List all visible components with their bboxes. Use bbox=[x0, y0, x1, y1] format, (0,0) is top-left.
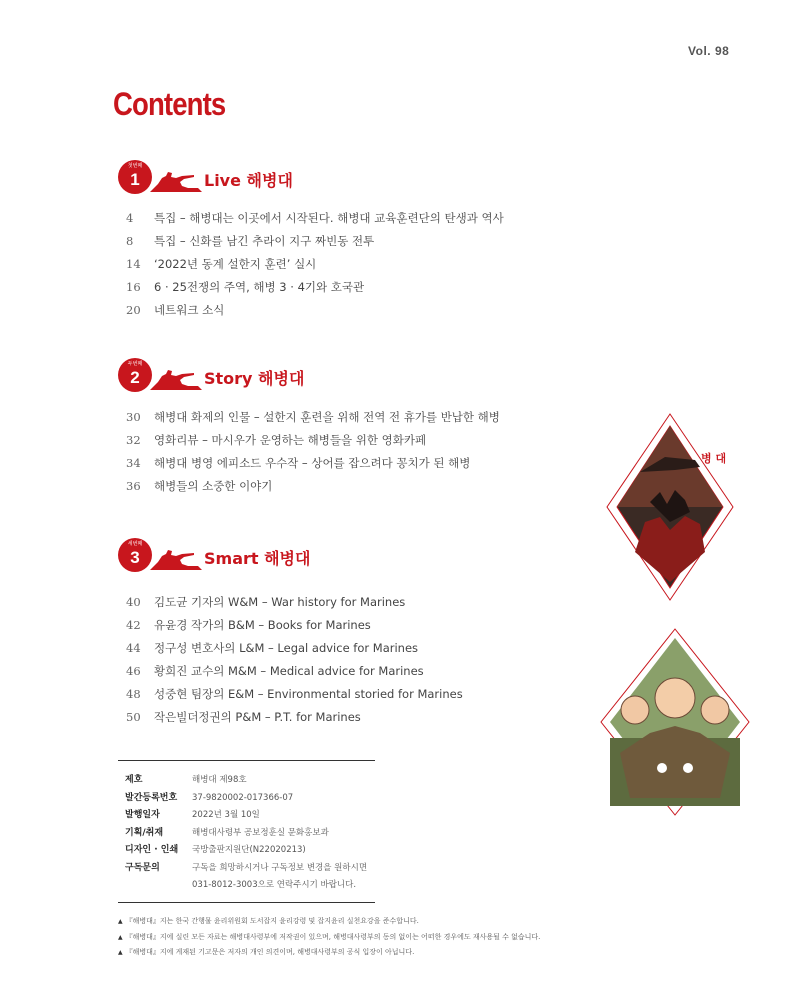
toc-item[interactable] bbox=[126, 683, 463, 706]
badge-number: 3 bbox=[130, 548, 140, 567]
credit-value: 37-9820002-017366-07 bbox=[192, 792, 294, 803]
legal-note bbox=[118, 914, 540, 930]
page-number: 4 bbox=[126, 211, 134, 225]
badge-ordinal: 두번째 bbox=[127, 361, 143, 367]
page-title: Contents bbox=[113, 86, 226, 122]
toc-item[interactable] bbox=[126, 637, 463, 660]
credit-label bbox=[125, 877, 192, 895]
toc-item[interactable] bbox=[126, 207, 504, 230]
toc-text: 해병대 화제의 인물 – 설한지 훈련을 위해 전역 전 휴가를 반납한 해병 bbox=[154, 410, 500, 424]
page-number: 48 bbox=[126, 687, 141, 701]
credit-value: 해병대사령부 공보정훈실 문화홍보과 bbox=[192, 827, 329, 838]
toc-item[interactable] bbox=[126, 614, 463, 637]
badge-ordinal: 세번째 bbox=[127, 541, 143, 547]
credit-row bbox=[125, 842, 367, 860]
toc-text: 김도균 기자의 W&M – War history for Marines bbox=[154, 595, 406, 609]
toc-item[interactable] bbox=[126, 452, 500, 475]
toc-text: 영화리뷰 – 마시우가 운영하는 해병들을 위한 영화카페 bbox=[154, 433, 427, 447]
credit-value: 국방출판지원단(N22020213) bbox=[192, 845, 306, 855]
credit-row bbox=[125, 860, 367, 878]
page-number: 8 bbox=[126, 234, 134, 248]
toc-text: 해병대 병영 에피소드 우수작 – 상어를 잡으려다 꽁치가 된 해병 bbox=[154, 456, 471, 470]
volume-number: Vol. 98 bbox=[688, 44, 730, 58]
page-number: 20 bbox=[126, 303, 141, 317]
credit-label: 기획/취재 bbox=[125, 827, 164, 838]
credit-label: 디자인 · 인쇄 bbox=[125, 845, 179, 855]
badge-ordinal: 첫번째 bbox=[127, 163, 143, 169]
marine-silhouette-icon bbox=[148, 368, 204, 392]
toc-item[interactable] bbox=[126, 591, 463, 614]
toc-item[interactable] bbox=[126, 706, 463, 729]
credit-label: 발간등록번호 bbox=[125, 792, 178, 803]
toc-text: 유윤경 작가의 B&M – Books for Marines bbox=[154, 618, 371, 632]
toc-text: 특집 – 해병대는 이곳에서 시작된다. 해병대 교육훈련단의 탄생과 역사 bbox=[154, 211, 504, 225]
credit-row bbox=[125, 772, 367, 790]
toc-text: 6 · 25전쟁의 주역, 해병 3 · 4기와 호국관 bbox=[154, 280, 365, 294]
notes-divider bbox=[118, 902, 375, 903]
toc-item[interactable] bbox=[126, 475, 500, 498]
credit-row bbox=[125, 877, 367, 895]
credit-value: 031-8012-3003으로 연락주시기 바랍니다. bbox=[192, 880, 357, 890]
toc-list-3 bbox=[126, 591, 463, 729]
toc-list-1 bbox=[126, 207, 504, 322]
note-text: 『해병대』지에 게재된 기고문은 저자의 개인 의견이며, 해병대사령부의 공식 입장이 아닙니다. bbox=[125, 948, 415, 956]
page-number: 50 bbox=[126, 710, 141, 724]
legal-notes bbox=[118, 914, 540, 961]
page-number: 34 bbox=[126, 456, 141, 470]
movie-poster-image bbox=[605, 412, 735, 602]
toc-item[interactable] bbox=[126, 230, 504, 253]
credit-label: 발행일자 bbox=[125, 810, 160, 820]
section-badge bbox=[118, 358, 152, 392]
triangle-bullet-icon: ▲ bbox=[118, 949, 123, 956]
toc-text: 특집 – 신화를 남긴 추라이 지구 짜빈동 전투 bbox=[154, 234, 375, 248]
poster-text: 병 대 bbox=[701, 452, 727, 465]
credits-top-divider bbox=[118, 760, 375, 761]
section-title: Story 해병대 bbox=[204, 369, 305, 388]
credit-row bbox=[125, 825, 367, 843]
page-number: 14 bbox=[126, 257, 141, 271]
note-text: 『해병대』지에 실린 모든 자료는 해병대사령부에 저작권이 있으며, 해병대사령부의 동의 없이는 어떠한 경우에도 재사용될 수 없습니다. bbox=[125, 932, 541, 941]
triangle-bullet-icon: ▲ bbox=[118, 918, 123, 925]
credit-label: 제호 bbox=[125, 775, 143, 785]
page-number: 42 bbox=[126, 618, 141, 632]
cartoon-marines-image bbox=[600, 628, 750, 816]
section-header-1[interactable] bbox=[118, 160, 438, 200]
toc-item[interactable] bbox=[126, 660, 463, 683]
credit-value: 2022년 3월 10일 bbox=[192, 810, 260, 820]
legal-note bbox=[118, 930, 540, 946]
page-number: 40 bbox=[126, 595, 141, 609]
toc-text: ‘2022년 동계 설한지 훈련’ 실시 bbox=[154, 257, 317, 271]
legal-note bbox=[118, 945, 540, 961]
toc-item[interactable] bbox=[126, 276, 504, 299]
toc-list-2 bbox=[126, 406, 500, 498]
page-number: 36 bbox=[126, 479, 141, 493]
toc-text: 작은빌더정권의 P&M – P.T. for Marines bbox=[154, 710, 361, 724]
toc-item[interactable] bbox=[126, 429, 500, 452]
section-badge bbox=[118, 538, 152, 572]
toc-text: 해병들의 소중한 이야기 bbox=[154, 479, 273, 493]
triangle-bullet-icon: ▲ bbox=[118, 933, 123, 941]
section-badge bbox=[118, 160, 152, 194]
toc-item[interactable] bbox=[126, 299, 504, 322]
toc-text: 네트워크 소식 bbox=[154, 303, 225, 317]
credit-row bbox=[125, 807, 367, 825]
credit-value: 해병대 제98호 bbox=[192, 775, 247, 785]
note-text: 『해병대』지는 한국 간행물 윤리위원회 도서잡지 윤리강령 및 잡지윤리 실천요강을 준수합니다. bbox=[125, 917, 419, 925]
credit-value: 구독을 희망하시거나 구독정보 변경을 원하시면 bbox=[192, 862, 368, 873]
page-number: 46 bbox=[126, 664, 141, 678]
page-number: 44 bbox=[126, 641, 141, 655]
section-title: Smart 해병대 bbox=[204, 549, 311, 568]
credit-row bbox=[125, 790, 367, 808]
marine-silhouette-icon bbox=[148, 170, 204, 194]
section-header-3[interactable] bbox=[118, 538, 438, 578]
marine-silhouette-icon bbox=[148, 548, 204, 572]
toc-text: 성중현 팀장의 E&M – Environmental storied for Marines bbox=[154, 687, 463, 701]
page-number: 16 bbox=[126, 280, 141, 294]
section-header-2[interactable] bbox=[118, 358, 438, 398]
toc-text: 정구성 변호사의 L&M – Legal advice for Marines bbox=[154, 641, 419, 655]
badge-number: 2 bbox=[130, 368, 140, 387]
credit-label: 구독문의 bbox=[125, 862, 160, 873]
badge-number: 1 bbox=[130, 170, 140, 189]
page-number: 30 bbox=[126, 410, 141, 424]
toc-text: 황희진 교수의 M&M – Medical advice for Marines bbox=[154, 664, 424, 678]
page-number: 32 bbox=[126, 433, 141, 447]
toc-item[interactable] bbox=[126, 253, 504, 276]
toc-item[interactable] bbox=[126, 406, 500, 429]
credits-block bbox=[125, 772, 367, 895]
section-title: Live 해병대 bbox=[204, 171, 293, 190]
